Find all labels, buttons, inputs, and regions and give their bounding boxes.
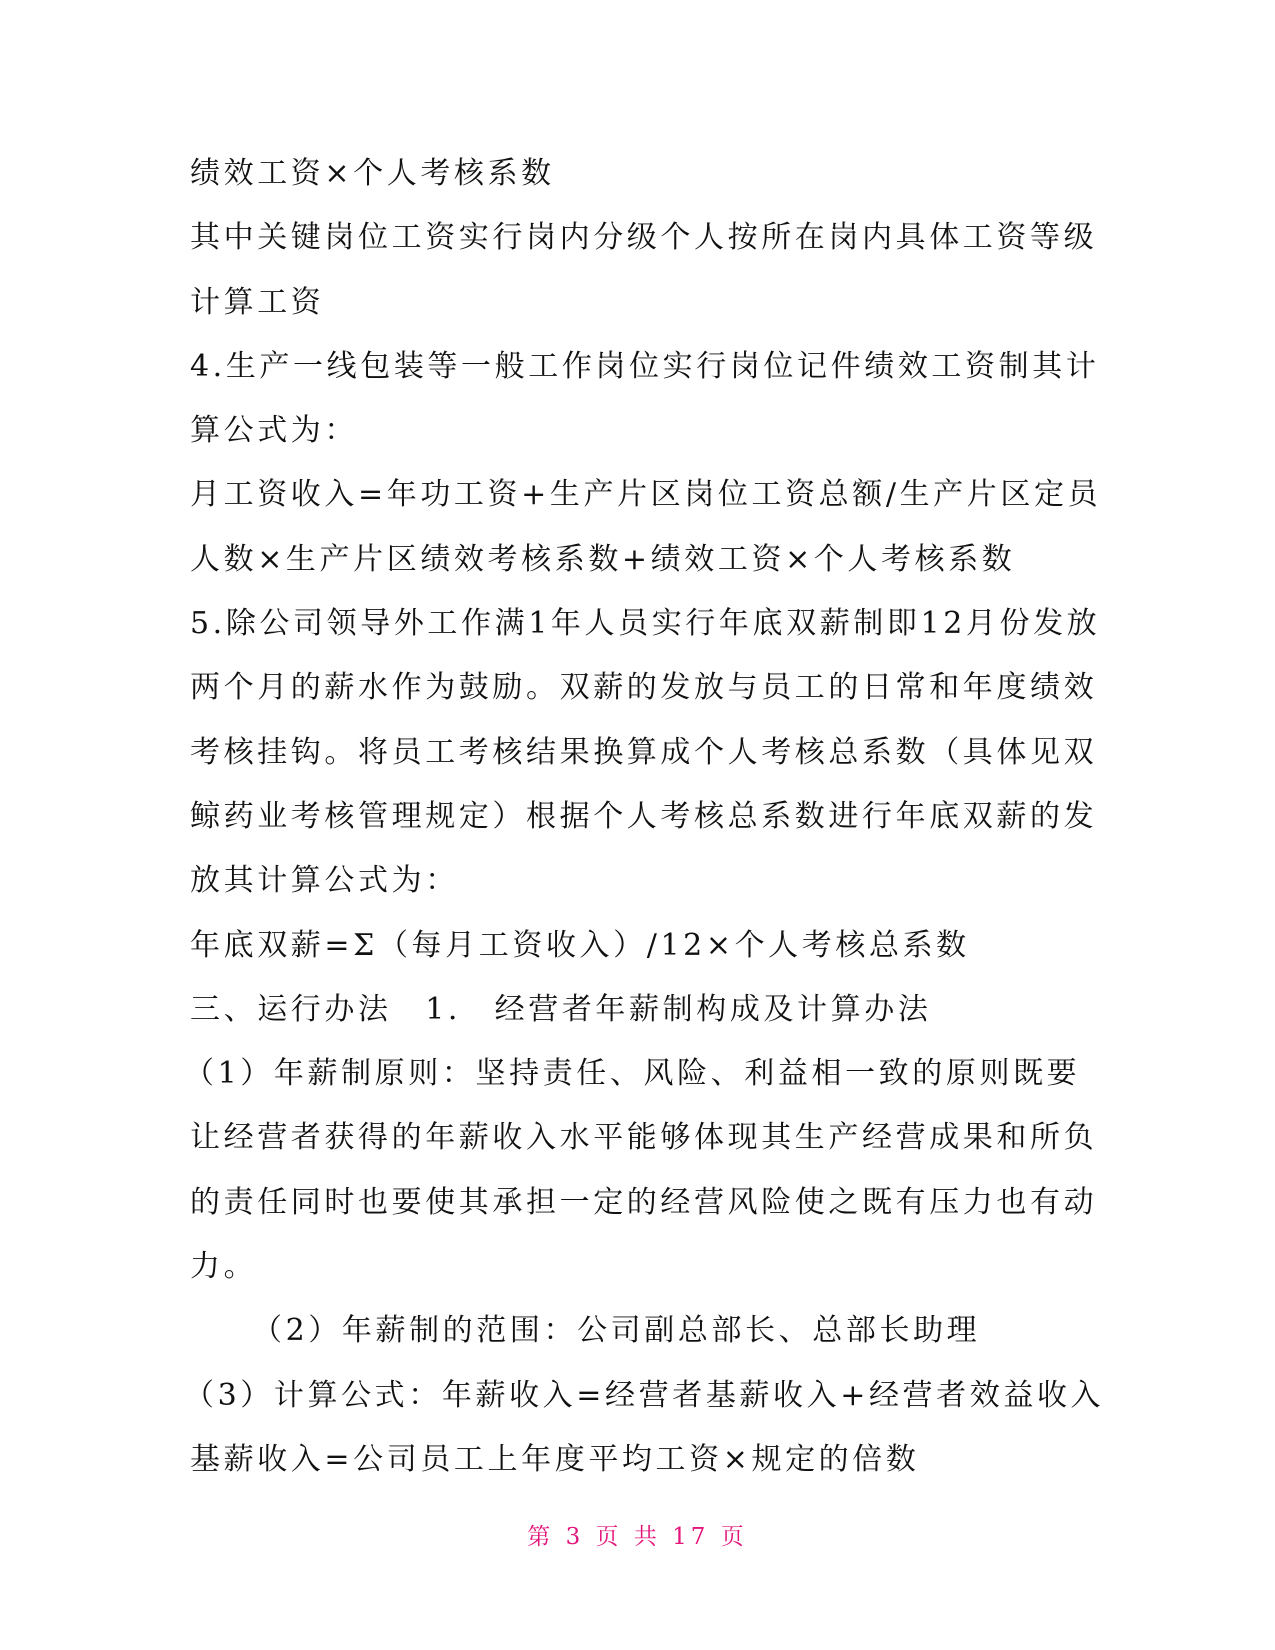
- text-line: 人数×生产片区绩效考核系数+绩效工资×个人考核系数: [190, 541, 1016, 577]
- text-line: 4.生产一线包装等一般工作岗位实行岗位记件绩效工资制其计: [190, 348, 1100, 384]
- text-line: 两个月的薪水作为鼓励。双薪的发放与员工的日常和年度绩效: [190, 670, 1098, 706]
- text-line: 考核挂钩。将员工考核结果换算成个人考核总系数（具体见双: [190, 734, 1098, 770]
- text-line: 力。: [190, 1249, 258, 1285]
- document-body: [184, 142, 1105, 1492]
- text-line: 鲸药业考核管理规定）根据个人考核总系数进行年底双薪的发: [190, 798, 1098, 834]
- text-line: 算公式为：: [190, 413, 358, 449]
- page-number-label: 第 3 页 共 17 页: [527, 1524, 748, 1550]
- text-line: 月工资收入=年功工资+生产片区岗位工资总额/生产片区定员: [190, 477, 1102, 513]
- text-line: 年底双薪=Σ（每月工资收入）/12×个人考核总系数: [190, 927, 970, 963]
- text-line: 的责任同时也要使其承担一定的经营风险使之既有压力也有动: [190, 1184, 1098, 1220]
- text-line: 绩效工资×个人考核系数: [190, 156, 555, 191]
- text-line: 其中关键岗位工资实行岗内分级个人按所在岗内具体工资等级: [190, 220, 1098, 256]
- text-line: 让经营者获得的年薪收入水平能够体现其生产经营成果和所负: [190, 1120, 1098, 1156]
- text-line: （2）年薪制的范围：公司副总部长、总部长助理: [252, 1313, 981, 1349]
- text-line: 放其计算公式为：: [190, 863, 459, 899]
- text-line: 计算工资: [190, 284, 325, 320]
- text-line: （1）年薪制原则：坚持责任、风险、利益相一致的原则既要: [184, 1056, 1081, 1092]
- text-line: （3）计算公式：年薪收入=经营者基薪收入+经营者效益收入: [184, 1377, 1105, 1413]
- text-line: 5.除公司领导外工作满1年人员实行年底双薪制即12月份发放: [190, 606, 1101, 642]
- page-footer: [0, 1518, 1275, 1551]
- text-line: 三、运行办法 1. 经营者年薪制构成及计算办法: [190, 991, 932, 1027]
- text-line: 基薪收入=公司员工上年度平均工资×规定的倍数: [190, 1441, 920, 1477]
